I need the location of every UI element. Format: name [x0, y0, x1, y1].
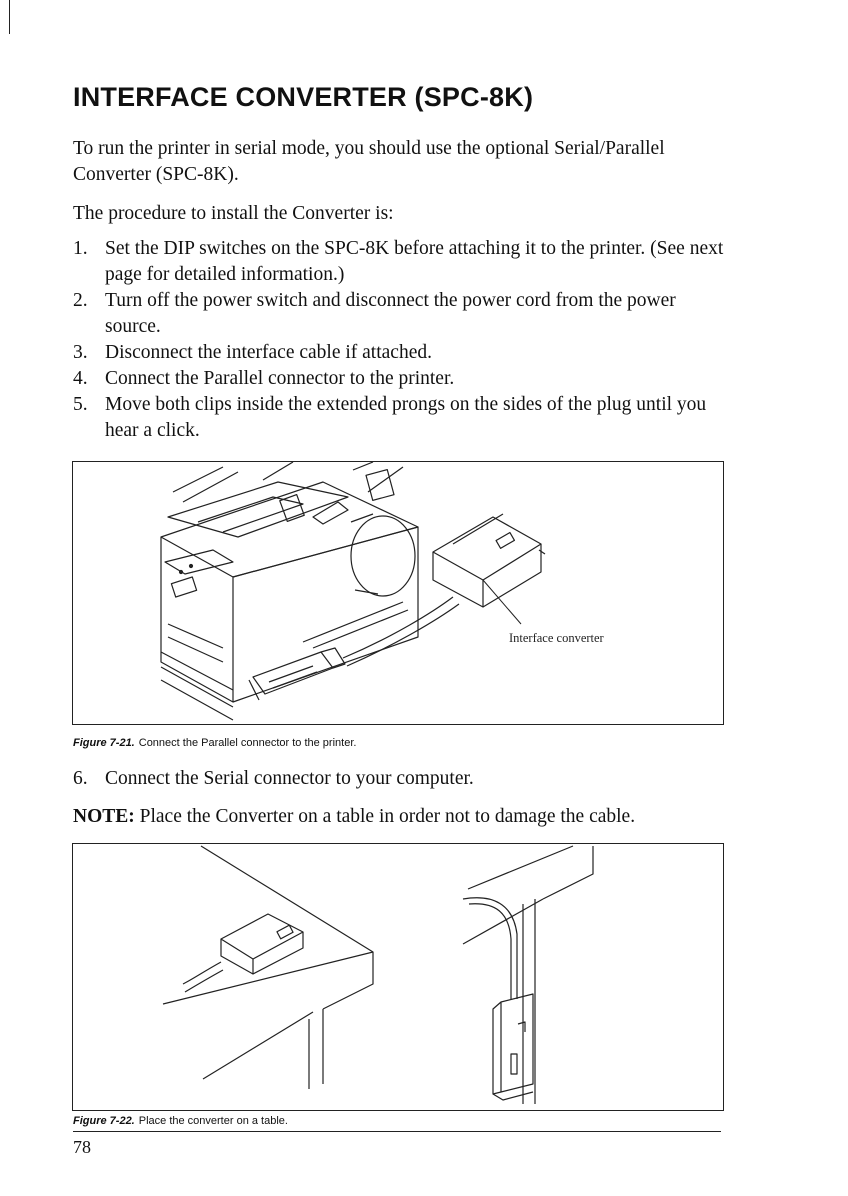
- step-text: Turn off the power switch and disconnect the power cord from the power source.: [105, 290, 676, 337]
- step-text: Connect the Parallel connector to the printer.: [105, 368, 455, 389]
- list-item: [73, 392, 733, 444]
- figure-number: Figure 7-22.: [73, 1115, 135, 1127]
- step-number: 5.: [73, 394, 88, 415]
- step-number: 1.: [73, 238, 88, 259]
- procedure-intro: The procedure to install the Converter is:: [73, 203, 394, 224]
- step-6: [73, 766, 733, 792]
- list-item: [73, 340, 733, 366]
- figure-printer-illustration: [72, 461, 724, 725]
- step-text: Set the DIP switches on the SPC-8K before attaching it to the printer. (See next page for detailed information.): [105, 238, 724, 285]
- figure-caption-7-21: [73, 737, 356, 749]
- printer-converter-illustration: [73, 462, 723, 724]
- caption-text: Connect the Parallel connector to the printer.: [138, 737, 357, 749]
- list-item: [73, 288, 733, 340]
- note-label: NOTE:: [73, 806, 135, 827]
- margin-mark: [9, 0, 10, 34]
- caption-text: Place the converter on a table.: [138, 1115, 288, 1127]
- section-title: INTERFACE CONVERTER (SPC-8K): [73, 82, 534, 112]
- step-number: 6.: [73, 768, 88, 789]
- converter-on-table-illustration: [73, 844, 723, 1110]
- procedure-steps: [73, 236, 733, 444]
- intro-paragraph: To run the printer in serial mode, you should use the optional Serial/Parallel Converter (SPC-8K).: [73, 138, 665, 185]
- step-text: Move both clips inside the extended prongs on the sides of the plug until you hear a click.: [105, 394, 707, 441]
- interface-converter-label: Interface converter: [509, 631, 604, 645]
- page-number: 78: [73, 1137, 91, 1157]
- figure-table-illustration: [72, 843, 724, 1111]
- list-item: [73, 236, 733, 288]
- step-text: Connect the Serial connector to your computer.: [105, 768, 474, 789]
- step-number: 4.: [73, 368, 88, 389]
- footer-rule: [73, 1131, 721, 1132]
- figure-caption-7-22: [73, 1115, 288, 1127]
- note-paragraph: [73, 804, 733, 830]
- figure-number: Figure 7-21.: [73, 737, 135, 749]
- list-item: [73, 366, 733, 392]
- step-number: 2.: [73, 290, 88, 311]
- step-number: 3.: [73, 342, 88, 363]
- step-text: Disconnect the interface cable if attached.: [105, 342, 432, 363]
- note-text: Place the Converter on a table in order not to damage the cable.: [139, 806, 636, 827]
